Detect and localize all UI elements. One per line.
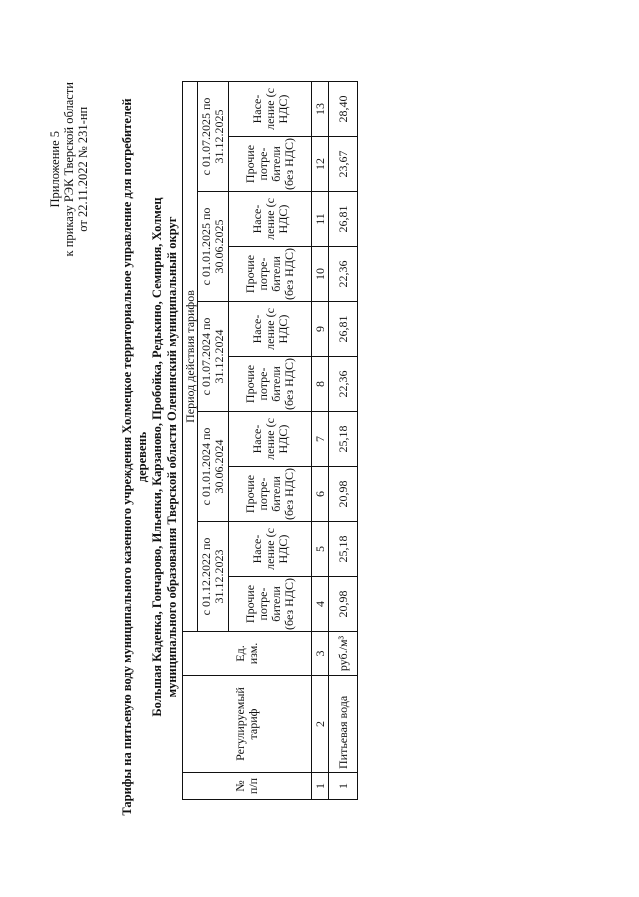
- col-number: 12: [312, 137, 329, 192]
- sub-population: Насе-ление (с НДС): [229, 82, 312, 137]
- header-no: № п/п: [183, 773, 312, 800]
- sub-population: Насе-ление (с НДС): [229, 192, 312, 247]
- header-unit: Ед. изм.: [183, 632, 312, 676]
- row-value: 22,36: [329, 357, 358, 412]
- sub-other: Прочие потре-бители (без НДС): [229, 247, 312, 302]
- title-line: Тарифы на питьевую воду муниципального казенного учреждения Холмецкое территориальное управление для потребителей деревень: [120, 98, 149, 816]
- row-value: 25,18: [329, 522, 358, 577]
- sub-other: Прочие потре-бители (без НДС): [229, 137, 312, 192]
- document-title: [120, 77, 180, 837]
- row-value: 26,81: [329, 192, 358, 247]
- row-value: 25,18: [329, 412, 358, 467]
- row-tariff-name: Питьевая вода: [329, 676, 358, 773]
- sub-population: Насе-ление (с НДС): [229, 302, 312, 357]
- col-number: 9: [312, 302, 329, 357]
- row-value: 22,36: [329, 247, 358, 302]
- col-number: 3: [312, 632, 329, 676]
- row-value: 26,81: [329, 302, 358, 357]
- col-number: 13: [312, 82, 329, 137]
- appendix-note: [48, 82, 90, 256]
- sub-other: Прочие потре-бители (без НДС): [229, 467, 312, 522]
- sub-other: Прочие потре-бители (без НДС): [229, 577, 312, 632]
- row-value: 20,98: [329, 577, 358, 632]
- period-date: с 01.07.2025 по 31.12.2025: [198, 82, 229, 192]
- col-number: 2: [312, 676, 329, 773]
- sub-population: Насе-ление (с НДС): [229, 522, 312, 577]
- period-date: с 01.12.2022 по 31.12.2023: [198, 522, 229, 632]
- appendix-line: к приказу РЭК Тверской области: [62, 82, 76, 257]
- col-number: 8: [312, 357, 329, 412]
- table-row: [329, 82, 358, 800]
- col-number: 10: [312, 247, 329, 302]
- header-period: Период действия тарифов: [183, 82, 198, 632]
- row-unit: руб./м³: [329, 632, 358, 676]
- title-line: муниципального образования Тверской области Оленинский муниципальный округ: [165, 216, 179, 698]
- sub-other: Прочие потре-бители (без НДС): [229, 357, 312, 412]
- column-numbers-row: [312, 82, 329, 800]
- period-date: с 01.01.2025 по 30.06.2025: [198, 192, 229, 302]
- tariff-table: [182, 81, 358, 800]
- title-line: Большая Каденка, Гончарово, Ильенки, Карзаново, Пробойка, Редькино, Семирия, Холмец: [150, 197, 164, 717]
- appendix-line: от 22.11.2022 № 231-нп: [76, 106, 90, 232]
- row-no: 1: [329, 773, 358, 800]
- row-value: 28,40: [329, 82, 358, 137]
- col-number: 4: [312, 577, 329, 632]
- col-number: 7: [312, 412, 329, 467]
- period-date: с 01.01.2024 по 30.06.2024: [198, 412, 229, 522]
- col-number: 6: [312, 467, 329, 522]
- appendix-line: Приложение 5: [48, 131, 62, 208]
- period-date: с 01.07.2024 по 31.12.2024: [198, 302, 229, 412]
- header-row-period: [183, 82, 198, 800]
- header-tariff: Регулируемый тариф: [183, 676, 312, 773]
- row-value: 23,67: [329, 137, 358, 192]
- row-value: 20,98: [329, 467, 358, 522]
- col-number: 11: [312, 192, 329, 247]
- col-number: 1: [312, 773, 329, 800]
- col-number: 5: [312, 522, 329, 577]
- sub-population: Насе-ление (с НДС): [229, 412, 312, 467]
